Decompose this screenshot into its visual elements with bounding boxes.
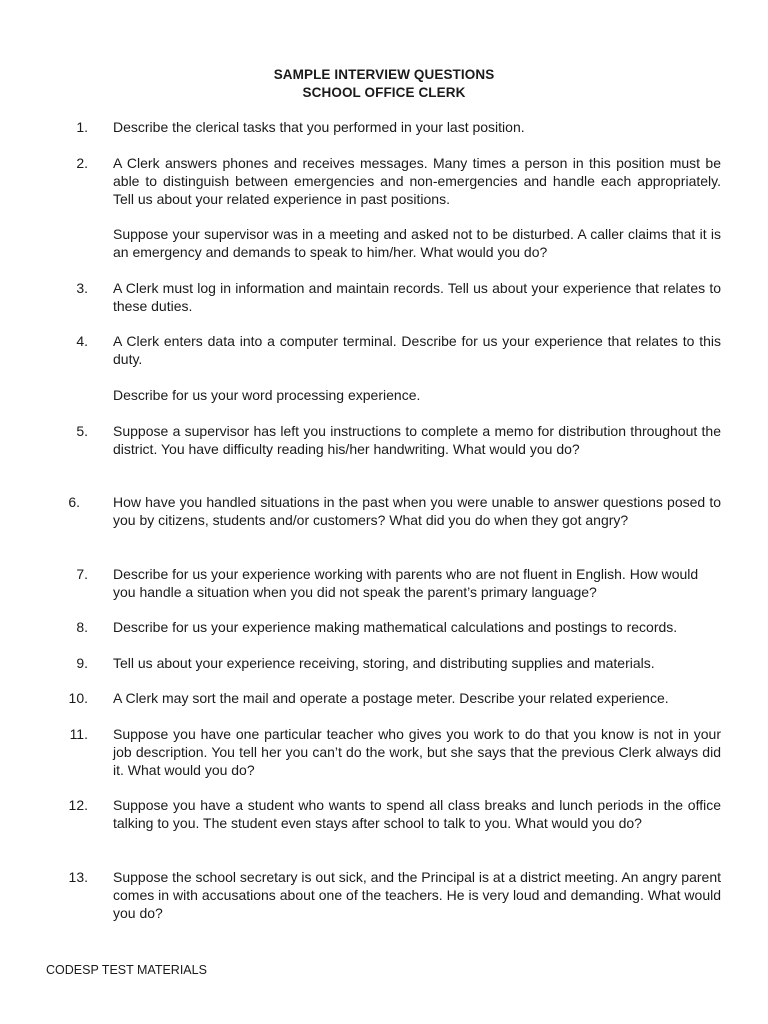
question-text: Describe for us your experience working with parents who are not fluent in English. How would you handle a situation when you did not speak the parent’s primary language? xyxy=(113,566,699,600)
question-text: Tell us about your experience receiving, storing, and distributing supplies and materials. xyxy=(113,655,655,671)
question-number: 5. xyxy=(76,423,88,439)
question-number: 3. xyxy=(76,280,88,296)
question-text: A Clerk answers phones and receives messages. Many times a person in this position must be able to distinguish between emergencies and non-emergencies and handle each appropriately. Tell us about your related experience in past positions. xyxy=(113,155,721,207)
question-number: 8. xyxy=(76,619,88,635)
question-number: 6. xyxy=(68,494,80,510)
question-followup: Describe for us your word processing experience. xyxy=(113,387,421,403)
question-number: 2. xyxy=(76,155,88,171)
question-text: Suppose you have one particular teacher who gives you work to do that you know is not in your job description. You tell her you can’t do the work, but she says that the previous Clerk always did it. What would you do? xyxy=(113,726,721,778)
question-text: Suppose you have a student who wants to spend all class breaks and lunch periods in the office talking to you. The student even stays after school to talk to you. What would you do? xyxy=(113,797,721,831)
question-number: 7. xyxy=(76,566,88,582)
question-text: Suppose the school secretary is out sick, and the Principal is at a district meeting. An angry parent comes in with accusations about one of the teachers. He is very loud and demanding. What would you do? xyxy=(113,869,721,921)
question-text: How have you handled situations in the past when you were unable to answer questions posed to you by citizens, students and/or customers? What did you do when they got angry? xyxy=(113,494,721,528)
question-number: 13. xyxy=(68,869,88,885)
question-number: 11. xyxy=(69,726,88,742)
page-subtitle: SCHOOL OFFICE CLERK xyxy=(302,85,466,100)
question-text: Suppose a supervisor has left you instructions to complete a memo for distribution throughout the district. You have difficulty reading his/her handwriting. What would you do? xyxy=(113,423,721,457)
question-text: A Clerk enters data into a computer terminal. Describe for us your experience that relates to this duty. xyxy=(113,333,721,367)
question-followup: Suppose your supervisor was in a meeting and asked not to be disturbed. A caller claims that it is an emergency and demands to speak to him/her. What would you do? xyxy=(113,226,721,260)
question-number: 12. xyxy=(68,797,88,813)
question-text: A Clerk must log in information and maintain records. Tell us about your experience that relates to these duties. xyxy=(113,280,721,314)
question-text: Describe for us your experience making mathematical calculations and postings to records. xyxy=(113,619,678,635)
question-number: 9. xyxy=(76,655,88,671)
question-text: A Clerk may sort the mail and operate a postage meter. Describe your related experience. xyxy=(113,690,669,706)
question-number: 4. xyxy=(76,333,88,349)
page-title: SAMPLE INTERVIEW QUESTIONS xyxy=(273,67,495,82)
question-number: 10. xyxy=(68,690,88,706)
page-footer: CODESP TEST MATERIALS xyxy=(46,963,207,977)
question-text: Describe the clerical tasks that you performed in your last position. xyxy=(113,119,525,135)
question-number: 1. xyxy=(76,119,88,135)
